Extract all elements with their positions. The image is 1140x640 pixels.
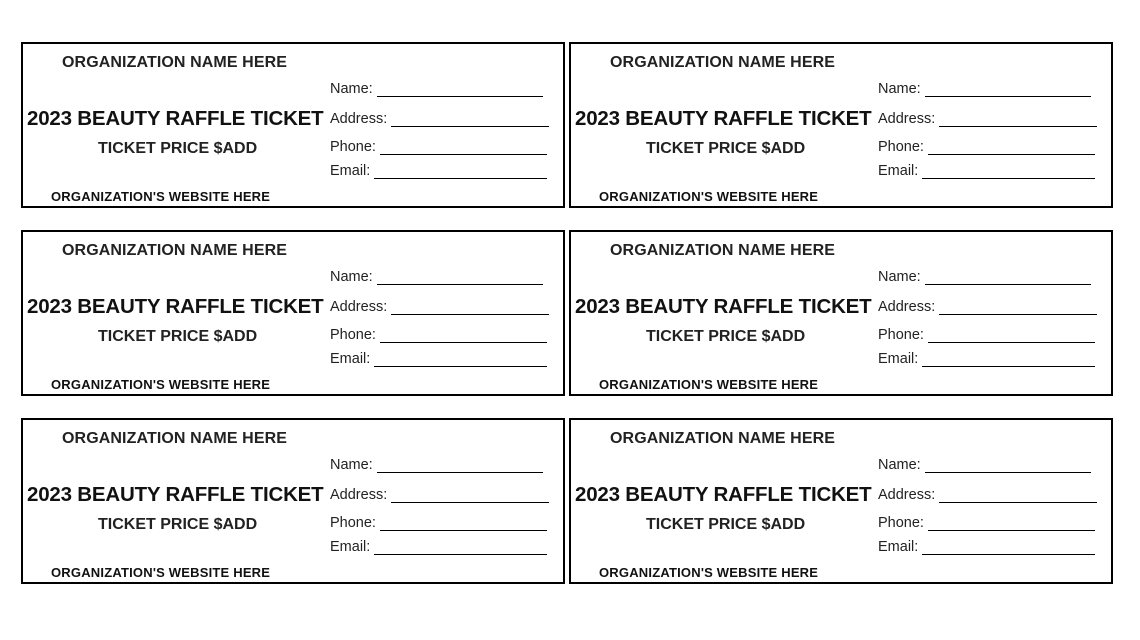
phone-label: Phone: [330,327,376,343]
organization-name: ORGANIZATION NAME HERE [610,54,836,71]
ticket-title: 2023 BEAUTY RAFFLE TICKET [27,483,324,506]
address-label: Address: [878,111,936,127]
phone-blank-line[interactable] [380,328,547,343]
address-label: Address: [330,111,388,127]
raffle-ticket [569,418,1113,584]
address-label: Address: [878,299,936,315]
phone-label: Phone: [330,139,376,155]
email-field[interactable] [330,539,547,555]
name-label: Name: [878,81,921,97]
name-label: Name: [878,457,921,473]
ticket-price: TICKET PRICE $ADD [646,328,806,345]
email-blank-line[interactable] [374,540,547,555]
address-blank-line[interactable] [391,112,549,127]
email-blank-line[interactable] [922,164,1095,179]
address-blank-line[interactable] [939,112,1097,127]
email-label: Email: [330,539,371,555]
email-field[interactable] [878,539,1095,555]
raffle-ticket [21,418,565,584]
phone-label: Phone: [878,139,924,155]
phone-field[interactable] [878,327,1095,343]
organization-name: ORGANIZATION NAME HERE [62,430,288,447]
organization-website: ORGANIZATION'S WEBSITE HERE [599,377,819,392]
name-field[interactable] [330,269,543,285]
phone-field[interactable] [330,515,547,531]
address-label: Address: [330,487,388,503]
organization-website: ORGANIZATION'S WEBSITE HERE [599,189,819,204]
ticket-title: 2023 BEAUTY RAFFLE TICKET [575,483,872,506]
email-label: Email: [330,351,371,367]
ticket-title: 2023 BEAUTY RAFFLE TICKET [575,107,872,130]
ticket-title: 2023 BEAUTY RAFFLE TICKET [27,107,324,130]
address-field[interactable] [878,487,1097,503]
organization-website: ORGANIZATION'S WEBSITE HERE [51,565,271,580]
raffle-ticket [21,42,565,208]
name-field[interactable] [330,457,543,473]
phone-label: Phone: [878,327,924,343]
ticket-price: TICKET PRICE $ADD [98,516,258,533]
name-label: Name: [878,269,921,285]
organization-name: ORGANIZATION NAME HERE [610,430,836,447]
name-label: Name: [330,81,373,97]
ticket-title: 2023 BEAUTY RAFFLE TICKET [27,295,324,318]
email-label: Email: [878,351,919,367]
address-field[interactable] [330,299,549,315]
email-label: Email: [878,163,919,179]
name-field[interactable] [878,81,1091,97]
ticket-price: TICKET PRICE $ADD [98,140,258,157]
organization-website: ORGANIZATION'S WEBSITE HERE [51,189,271,204]
email-label: Email: [330,163,371,179]
email-blank-line[interactable] [922,352,1095,367]
organization-name: ORGANIZATION NAME HERE [62,242,288,259]
address-field[interactable] [878,299,1097,315]
phone-label: Phone: [878,515,924,531]
phone-field[interactable] [330,139,547,155]
ticket-price: TICKET PRICE $ADD [646,516,806,533]
address-label: Address: [878,487,936,503]
email-field[interactable] [878,351,1095,367]
address-field[interactable] [878,111,1097,127]
email-blank-line[interactable] [374,352,547,367]
phone-blank-line[interactable] [380,516,547,531]
organization-website: ORGANIZATION'S WEBSITE HERE [51,377,271,392]
phone-field[interactable] [330,327,547,343]
raffle-ticket [569,230,1113,396]
phone-blank-line[interactable] [928,328,1095,343]
phone-label: Phone: [330,515,376,531]
phone-blank-line[interactable] [380,140,547,155]
address-blank-line[interactable] [391,300,549,315]
email-field[interactable] [878,163,1095,179]
phone-blank-line[interactable] [928,140,1095,155]
name-field[interactable] [878,457,1091,473]
raffle-ticket [21,230,565,396]
email-field[interactable] [330,163,547,179]
address-blank-line[interactable] [391,488,549,503]
ticket-price: TICKET PRICE $ADD [98,328,258,345]
address-label: Address: [330,299,388,315]
name-label: Name: [330,457,373,473]
email-label: Email: [878,539,919,555]
ticket-title: 2023 BEAUTY RAFFLE TICKET [575,295,872,318]
name-blank-line[interactable] [377,82,543,97]
address-field[interactable] [330,487,549,503]
address-blank-line[interactable] [939,300,1097,315]
address-blank-line[interactable] [939,488,1097,503]
name-label: Name: [330,269,373,285]
name-blank-line[interactable] [377,458,543,473]
name-blank-line[interactable] [377,270,543,285]
organization-name: ORGANIZATION NAME HERE [610,242,836,259]
raffle-ticket [569,42,1113,208]
name-blank-line[interactable] [925,270,1091,285]
address-field[interactable] [330,111,549,127]
phone-field[interactable] [878,139,1095,155]
phone-blank-line[interactable] [928,516,1095,531]
email-field[interactable] [330,351,547,367]
ticket-price: TICKET PRICE $ADD [646,140,806,157]
name-blank-line[interactable] [925,82,1091,97]
organization-website: ORGANIZATION'S WEBSITE HERE [599,565,819,580]
email-blank-line[interactable] [922,540,1095,555]
name-field[interactable] [878,269,1091,285]
email-blank-line[interactable] [374,164,547,179]
name-field[interactable] [330,81,543,97]
name-blank-line[interactable] [925,458,1091,473]
organization-name: ORGANIZATION NAME HERE [62,54,288,71]
phone-field[interactable] [878,515,1095,531]
